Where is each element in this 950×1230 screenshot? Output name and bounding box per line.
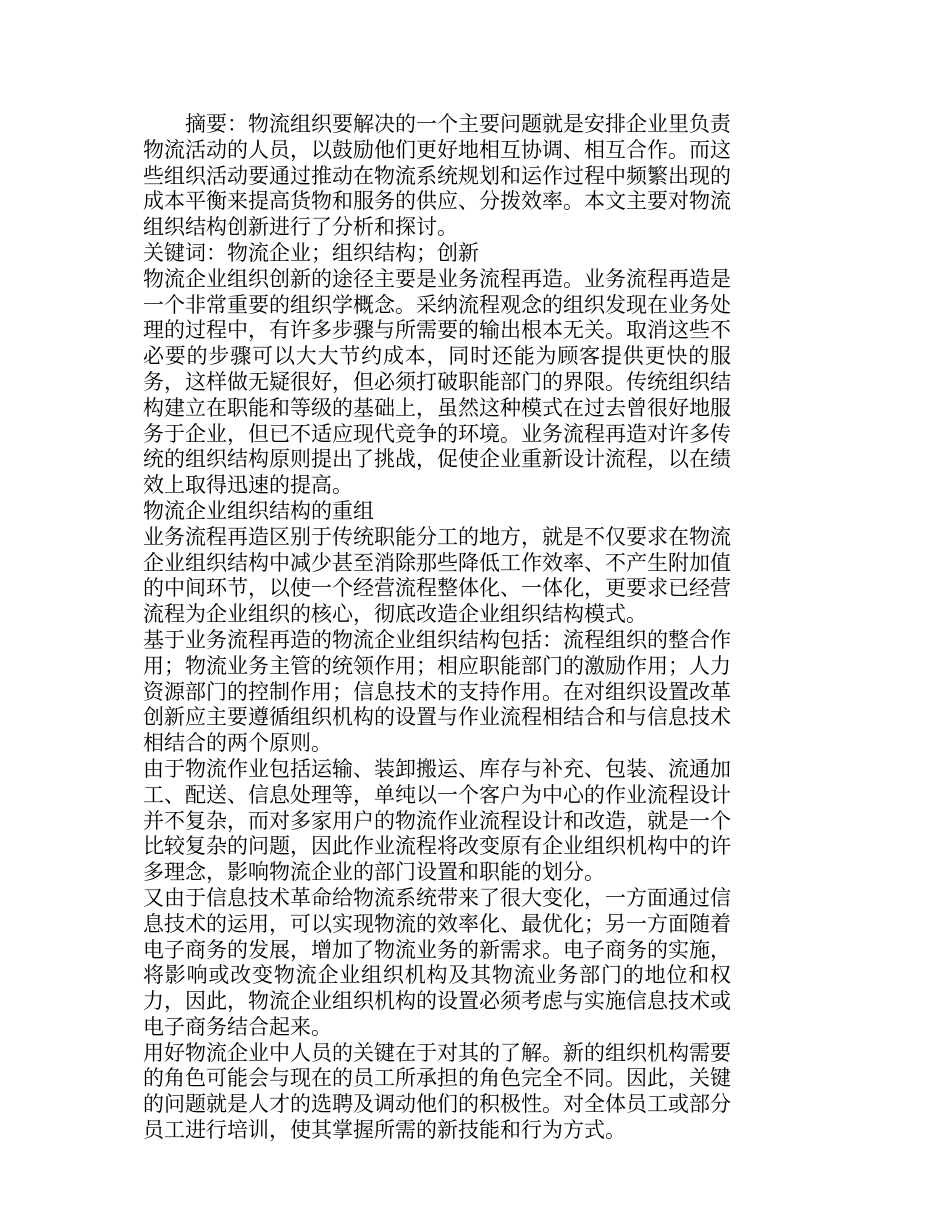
document-body [143, 112, 731, 1144]
body-paragraph-5: 又由于信息技术革命给物流系统带来了很大变化，一方面通过信息技术的运用，可以实现物流的效率化、最优化；另一方面随着电子商务的发展，增加了物流业务的新需求。电子商务的实施，将影响或改变物流企业组织机构及其物流业务部门的地位和权力，因此，物流企业组织机构的设置必须考虑与实施信息技术或电子商务结合起来。 [143, 885, 731, 1039]
body-paragraph-1: 物流企业组织创新的途径主要是业务流程再造。业务流程再造是一个非常重要的组织学概念。采纳流程观念的组织发现在业务处理的过程中，有许多步骤与所需要的输出根本无关。取消这些不必要的步骤可以大大节约成本，同时还能为顾客提供更快的服务，这样做无疑很好，但必须打破职能部门的界限。传统组织结构建立在职能和等级的基础上，虽然这种模式在过去曾很好地服务于企业，但已不适应现代竞争的环境。业务流程再造对许多传统的组织结构原则提出了挑战，促使企业重新设计流程，以在绩效上取得迅速的提高。 [143, 266, 731, 498]
section-heading: 物流企业组织结构的重组 [143, 498, 374, 523]
body-paragraph-2: 业务流程再造区别于传统职能分工的地方，就是不仅要求在物流企业组织结构中减少甚至消除那些降低工作效率、不产生附加值的中间环节，以使一个经营流程整体化、一体化，更要求已经营流程为企业组织的核心，彻底改造企业组织结构模式。 [143, 524, 731, 627]
abstract-paragraph: 摘要：物流组织要解决的一个主要问题就是安排企业里负责物流活动的人员，以鼓励他们更好地相互协调、相互合作。而这些组织活动要通过推动在物流系统规划和运作过程中频繁出现的成本平衡来提高货物和服务的供应、分拨效率。本文主要对物流组织结构创新进行了分析和探讨。 [143, 112, 731, 240]
body-paragraph-4: 由于物流作业包括运输、装卸搬运、库存与补充、包装、流通加工、配送、信息处理等，单纯以一个客户为中心的作业流程设计并不复杂，而对多家用户的物流作业流程设计和改造，就是一个比较复杂的问题，因此作业流程将改变原有企业组织机构中的许多理念，影响物流企业的部门设置和职能的划分。 [143, 756, 731, 885]
keywords-line: 关键词：物流企业；组织结构；创新 [143, 240, 479, 265]
body-paragraph-3: 基于业务流程再造的物流企业组织结构包括：流程组织的整合作用；物流业务主管的统领作用；相应职能部门的激励作用；人力资源部门的控制作用；信息技术的支持作用。在对组织设置改革创新应主要遵循组织机构的设置与作业流程相结合和与信息技术相结合的两个原则。 [143, 627, 731, 756]
body-paragraph-6: 用好物流企业中人员的关键在于对其的了解。新的组织机构需要的角色可能会与现在的员工所承担的角色完全不同。因此，关键的问题就是人才的选聘及调动他们的积极性。对全体员工或部分员工进行培训，使其掌握所需的新技能和行为方式。 [143, 1040, 731, 1143]
